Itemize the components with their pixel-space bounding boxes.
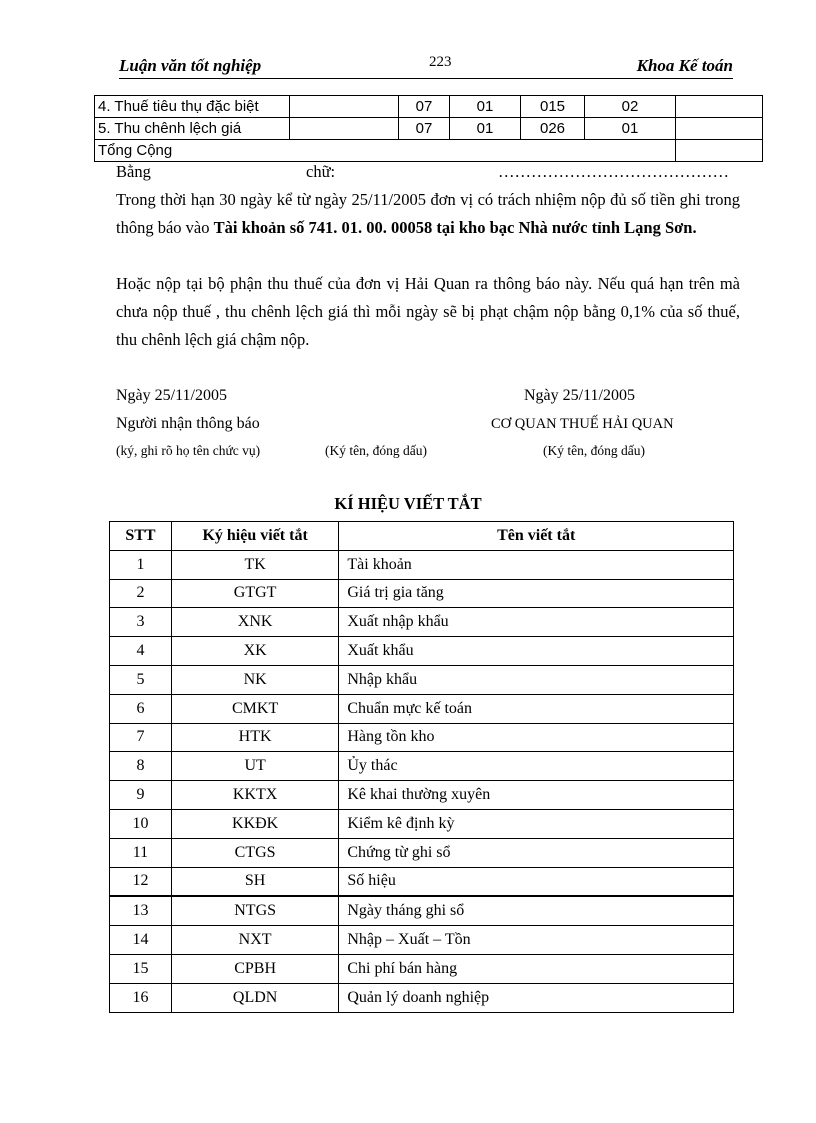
row-abbreviation: NTGS bbox=[171, 896, 339, 925]
table-row bbox=[110, 752, 734, 781]
row-number: 7 bbox=[110, 723, 172, 752]
payment-deadline-paragraph bbox=[116, 186, 740, 242]
row-abbreviation: KKĐK bbox=[171, 809, 339, 838]
column-header-full-name: Tên viết tắt bbox=[339, 522, 734, 551]
row-number: 15 bbox=[110, 954, 172, 983]
table-row bbox=[110, 550, 734, 579]
row-abbreviation: CMKT bbox=[171, 694, 339, 723]
bank-account-text: Tài khoản số 741. 01. 00. 00058 tại kho bạc Nhà nước tỉnh Lạng Sơn. bbox=[213, 218, 697, 237]
tax-subitem: 01 bbox=[585, 118, 676, 140]
tax-item: 015 bbox=[521, 96, 585, 118]
tax-label: 4. Thuế tiêu thụ đặc biệt bbox=[95, 96, 290, 118]
tax-table bbox=[94, 95, 763, 162]
authority-stamp-note: (Ký tên, đóng dấu) bbox=[543, 443, 645, 458]
table-row bbox=[110, 694, 734, 723]
row-full-name: Chứng từ ghi sổ bbox=[339, 838, 734, 867]
authority-role: CƠ QUAN THUẾ HẢI QUAN bbox=[491, 416, 674, 432]
row-full-name: Tài khoản bbox=[339, 550, 734, 579]
tax-chapter: 07 bbox=[399, 118, 450, 140]
row-number: 3 bbox=[110, 608, 172, 637]
tax-total-amount bbox=[676, 140, 763, 162]
row-number: 14 bbox=[110, 926, 172, 955]
row-number: 10 bbox=[110, 809, 172, 838]
tax-type: 01 bbox=[450, 96, 521, 118]
table-row bbox=[110, 896, 734, 925]
row-full-name: Nhập khẩu bbox=[339, 665, 734, 694]
abbreviations-table bbox=[109, 521, 734, 1013]
tax-chapter: 07 bbox=[399, 96, 450, 118]
row-number: 4 bbox=[110, 637, 172, 666]
row-abbreviation: NXT bbox=[171, 926, 339, 955]
paragraph-text: Trong thời hạn 30 ngày kể từ ngày 25/11/2005 đơn vị có trách nhiệm nộp đủ số tiền ghi trong thông báo vào bbox=[116, 190, 740, 237]
table-row bbox=[110, 983, 734, 1012]
row-number: 5 bbox=[110, 665, 172, 694]
row-number: 9 bbox=[110, 781, 172, 810]
recipient-date: Ngày 25/11/2005 bbox=[116, 387, 227, 404]
row-number: 1 bbox=[110, 550, 172, 579]
tax-total-label: Tổng Cộng bbox=[95, 140, 676, 162]
row-full-name: Nhập – Xuất – Tồn bbox=[339, 926, 734, 955]
row-full-name: Ủy thác bbox=[339, 752, 734, 781]
row-number: 12 bbox=[110, 867, 172, 896]
tax-empty bbox=[290, 118, 399, 140]
abbreviations-title: KÍ HIỆU VIẾT TẮT bbox=[334, 494, 482, 513]
amount-words-dots: …………………………………… bbox=[498, 162, 729, 181]
tax-amount bbox=[676, 96, 763, 118]
tax-item: 026 bbox=[521, 118, 585, 140]
tax-total-row bbox=[95, 140, 763, 162]
authority-date: Ngày 25/11/2005 bbox=[524, 387, 635, 404]
abbreviations-header-row bbox=[110, 522, 734, 551]
row-abbreviation: TK bbox=[171, 550, 339, 579]
row-abbreviation: XNK bbox=[171, 608, 339, 637]
page-number: 223 bbox=[429, 54, 452, 70]
column-header-stt: STT bbox=[110, 522, 172, 551]
table-row bbox=[110, 809, 734, 838]
header-faculty: Khoa Kế toán bbox=[636, 56, 733, 75]
row-abbreviation: GTGT bbox=[171, 579, 339, 608]
row-full-name: Chi phí bán hàng bbox=[339, 954, 734, 983]
table-row bbox=[110, 608, 734, 637]
tax-row bbox=[95, 118, 763, 140]
row-abbreviation: HTK bbox=[171, 723, 339, 752]
tax-label: 5. Thu chênh lệch giá bbox=[95, 118, 290, 140]
table-row bbox=[110, 926, 734, 955]
row-full-name: Ngày tháng ghi sổ bbox=[339, 896, 734, 925]
row-full-name: Hàng tồn kho bbox=[339, 723, 734, 752]
row-full-name: Giá trị gia tăng bbox=[339, 579, 734, 608]
row-number: 8 bbox=[110, 752, 172, 781]
row-abbreviation: XK bbox=[171, 637, 339, 666]
tax-empty bbox=[290, 96, 399, 118]
table-row bbox=[110, 954, 734, 983]
row-number: 13 bbox=[110, 896, 172, 925]
tax-amount bbox=[676, 118, 763, 140]
page-header bbox=[119, 54, 733, 79]
row-full-name: Chuẩn mực kế toán bbox=[339, 694, 734, 723]
row-abbreviation: KKTX bbox=[171, 781, 339, 810]
header-thesis-title: Luận văn tốt nghiệp bbox=[119, 56, 262, 75]
recipient-role: Người nhận thông báo bbox=[116, 415, 260, 432]
row-full-name: Quản lý doanh nghiệp bbox=[339, 983, 734, 1012]
row-abbreviation: SH bbox=[171, 867, 339, 896]
row-full-name: Kiểm kê định kỳ bbox=[339, 809, 734, 838]
tax-subitem: 02 bbox=[585, 96, 676, 118]
row-full-name: Kê khai thường xuyên bbox=[339, 781, 734, 810]
row-abbreviation: NK bbox=[171, 665, 339, 694]
row-number: 16 bbox=[110, 983, 172, 1012]
row-abbreviation: CTGS bbox=[171, 838, 339, 867]
table-row bbox=[110, 838, 734, 867]
row-number: 11 bbox=[110, 838, 172, 867]
penalty-paragraph: Hoặc nộp tại bộ phận thu thuế của đơn vị Hải Quan ra thông báo này. Nếu quá hạn trên mà chưa nộp thuế , thu chênh lệch giá thì mỗi ngày sẽ bị phạt chậm nộp bằng 0,1% của số thuế, thu chênh lệch giá chậm nộp. bbox=[116, 274, 740, 349]
table-row bbox=[110, 781, 734, 810]
recipient-sign-note: (ký, ghi rõ họ tên chức vụ) bbox=[116, 443, 261, 458]
column-header-abbreviation: Ký hiệu viết tắt bbox=[171, 522, 339, 551]
table-row bbox=[110, 637, 734, 666]
row-abbreviation: CPBH bbox=[171, 954, 339, 983]
row-abbreviation: UT bbox=[171, 752, 339, 781]
table-row bbox=[110, 665, 734, 694]
amount-words-label-2: chữ: bbox=[306, 162, 336, 181]
tax-row bbox=[95, 96, 763, 118]
row-number: 2 bbox=[110, 579, 172, 608]
table-row bbox=[110, 579, 734, 608]
row-number: 6 bbox=[110, 694, 172, 723]
table-row bbox=[110, 867, 734, 896]
row-full-name: Xuất nhập khẩu bbox=[339, 608, 734, 637]
recipient-stamp-note: (Ký tên, đóng dấu) bbox=[325, 443, 427, 458]
table-row bbox=[110, 723, 734, 752]
amount-words-label: Bằng bbox=[116, 162, 151, 181]
row-abbreviation: QLDN bbox=[171, 983, 339, 1012]
row-full-name: Số hiệu bbox=[339, 867, 734, 896]
row-full-name: Xuất khẩu bbox=[339, 637, 734, 666]
tax-type: 01 bbox=[450, 118, 521, 140]
